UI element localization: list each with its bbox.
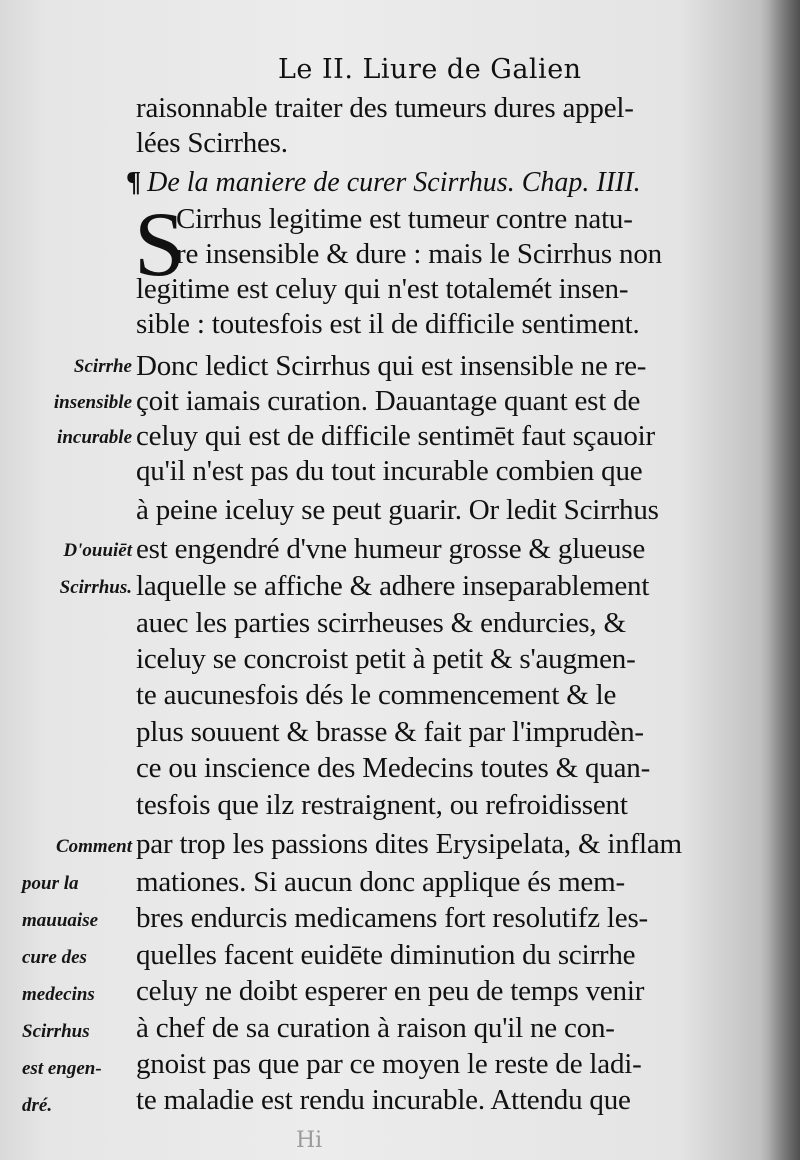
text-line: raisonnable traiter des tumeurs dures appel- <box>136 92 634 124</box>
margin-note: cure des <box>22 947 87 968</box>
text-line: est engendré d'vne humeur grosse & glueuse <box>136 533 646 565</box>
text-line: par trop les passions dites Erysipelata, & inflam <box>136 828 682 860</box>
text-line: tesfois que ilz restraignent, ou refroidissent <box>136 789 628 821</box>
text-line: lées Scirrhes. <box>136 127 288 159</box>
drop-capital: S <box>134 193 186 295</box>
text-line: laquelle se affiche & adhere inseparablement <box>136 570 650 602</box>
text-line: celuy ne doibt esperer en peu de temps venir <box>136 975 645 1007</box>
text-line: gnoist pas que par ce moyen le reste de ladi- <box>136 1048 642 1080</box>
margin-note: pour la <box>22 873 79 894</box>
margin-note: insensible <box>53 392 132 413</box>
text-line: Donc ledict Scirrhus qui est insensible ne re- <box>136 350 647 382</box>
text-line: qu'il n'est pas du tout incurable combien que <box>136 455 643 487</box>
chapter-heading <box>126 167 641 199</box>
chapter-title: De la maniere de curer Scirrhus. Chap. IIII. <box>147 167 641 198</box>
margin-note: medecins <box>22 984 95 1005</box>
text-line: sible : toutesfois est il de difficile sentiment. <box>136 308 640 340</box>
margin-note: incurable <box>57 427 132 448</box>
text-line: mationes. Si aucun donc applique és mem- <box>136 866 625 898</box>
running-header: Le II. Liure de Galien <box>278 54 582 85</box>
margin-note: Scirrhus. <box>59 577 132 598</box>
bleed-through-text: Hi <box>296 1128 323 1153</box>
text-line: te maladie est rendu incurable. Attendu que <box>136 1084 631 1116</box>
margin-note: Scirrhus <box>22 1021 90 1042</box>
text-line: à chef de sa curation à raison qu'il ne con- <box>136 1012 615 1044</box>
text-line: plus souuent & brasse & fait par l'imprudèn- <box>136 716 644 748</box>
text-line: legitime est celuy qui n'est totalemét insen- <box>136 273 629 305</box>
text-line: auec les parties scirrheuses & endurcies, & <box>136 607 626 639</box>
text-line: iceluy se concroist petit à petit & s'augmen- <box>136 643 636 675</box>
text-line: celuy qui est de difficile sentimēt faut sçauoir <box>136 420 655 452</box>
text-line: bres endurcis medicamens fort resolutifz les- <box>136 902 649 934</box>
text-line: re insensible & dure : mais le Scirrhus non <box>176 238 662 270</box>
text-line: Cirrhus legitime est tumeur contre natu- <box>176 203 633 235</box>
margin-note: Comment <box>55 836 132 857</box>
margin-note: dré. <box>22 1095 53 1116</box>
margin-note: Scirrhe <box>73 356 132 377</box>
margin-note: D'ouuiēt <box>63 540 132 561</box>
page-edge-shadow <box>760 0 800 1160</box>
text-line: te aucunesfois dés le commencement & le <box>136 679 617 711</box>
text-line: à peine iceluy se peut guarir. Or ledit Scirrhus <box>136 494 659 526</box>
margin-note: est engen- <box>22 1058 102 1079</box>
text-line: quelles facent euidēte diminution du scirrhe <box>136 939 636 971</box>
text-line: çoit iamais curation. Dauantage quant est de <box>136 385 641 417</box>
text-line: ce ou inscience des Medecins toutes & quan- <box>136 752 651 784</box>
margin-note: mauuaise <box>22 910 99 931</box>
pilcrow-mark: ¶ <box>126 167 142 198</box>
